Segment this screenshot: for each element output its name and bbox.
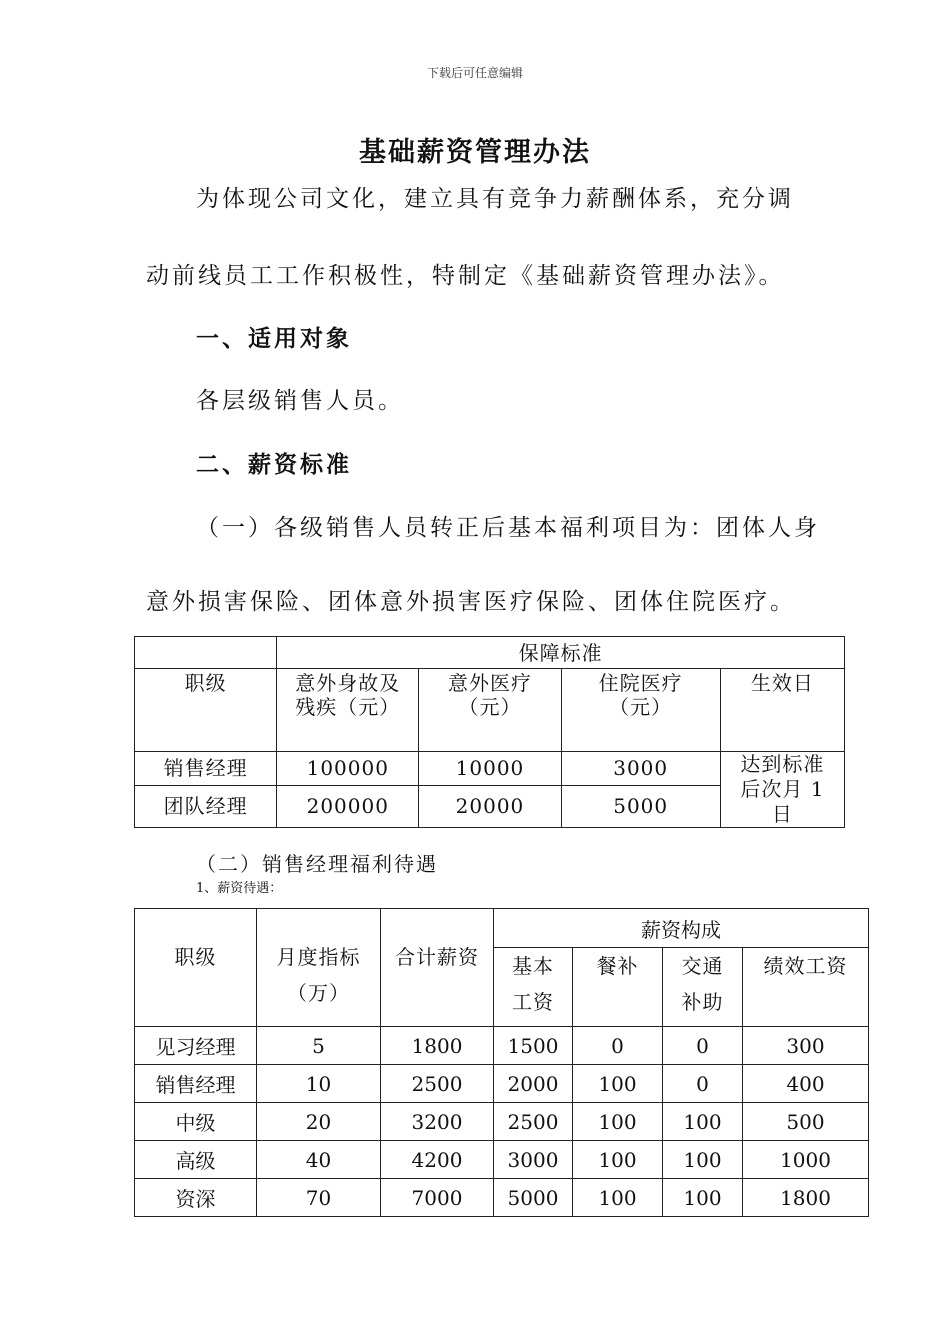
header-note: 下载后可任意编辑 [426,66,523,80]
table2-header-base: 基本 工资 [494,948,573,1027]
table1-header-level: 职级 [135,669,277,752]
table1-header-death: 意外身故及 残疾（元） [277,669,419,752]
subsection2-heading: （二）销售经理福利待遇 [196,852,438,876]
table2-cell-base: 3000 [494,1141,573,1179]
table2-cell-perf: 400 [743,1065,869,1103]
table1-header-effective: 生效日 [720,669,844,752]
table2-header-perf: 绩效工资 [743,948,869,1027]
table1-group-header: 保障标准 [277,637,845,669]
table1-cell-death: 200000 [277,785,419,827]
table1-cell-hospital: 3000 [561,752,720,786]
table2-cell-meal: 100 [573,1065,663,1103]
table2-cell-base: 5000 [494,1179,573,1217]
table2-cell-target: 40 [257,1141,381,1179]
table2-header-level: 职级 [135,909,257,1027]
table2-cell-transport: 100 [663,1141,743,1179]
subsection2-item1: 1、薪资待遇： [196,881,283,896]
salary-table [134,908,869,1217]
table2-header-meal: 餐补 [573,948,663,1027]
table-row [135,1027,869,1065]
table2-cell-level: 销售经理 [135,1065,257,1103]
insurance-table [134,636,845,828]
table2-cell-perf: 300 [743,1027,869,1065]
table1-header-medical: 意外医疗 （元） [419,669,561,752]
table2-cell-total: 4200 [381,1141,494,1179]
table-row [135,1065,869,1103]
table1-cell-hospital: 5000 [561,785,720,827]
table1-cell-medical: 10000 [419,752,561,786]
table-row [135,1141,869,1179]
table2-header-total: 合计薪资 [381,909,494,1027]
section1-body: 各层级销售人员。 [196,388,404,414]
section2-heading: 二、薪资标准 [196,451,352,478]
table2-cell-meal: 100 [573,1141,663,1179]
table1-cell-medical: 20000 [419,785,561,827]
table2-cell-target: 5 [257,1027,381,1065]
table1-cell-effective: 达到标准 后次月 1 日 [720,752,844,828]
table2-cell-level: 资深 [135,1179,257,1217]
subsection1-line-2: 意外损害保险、团体意外损害医疗保险、团体住院医疗。 [146,589,796,615]
table2-cell-total: 2500 [381,1065,494,1103]
table2-cell-meal: 100 [573,1103,663,1141]
table1-cell-death: 100000 [277,752,419,786]
table2-cell-transport: 100 [663,1179,743,1217]
table2-cell-level: 高级 [135,1141,257,1179]
table2-cell-transport: 0 [663,1065,743,1103]
table2-cell-total: 1800 [381,1027,494,1065]
table2-cell-target: 70 [257,1179,381,1217]
table2-cell-base: 1500 [494,1027,573,1065]
table2-cell-base: 2000 [494,1065,573,1103]
table2-cell-meal: 100 [573,1179,663,1217]
table2-cell-perf: 1000 [743,1141,869,1179]
section1-heading: 一、适用对象 [196,325,352,352]
table2-cell-perf: 1800 [743,1179,869,1217]
table2-cell-total: 3200 [381,1103,494,1141]
table1-header-hospital: 住院医疗 （元） [561,669,720,752]
subsection1-line-1: （一）各级销售人员转正后基本福利项目为：团体人身 [196,515,820,541]
table2-cell-meal: 0 [573,1027,663,1065]
table-row [135,752,845,786]
table2-cell-base: 2500 [494,1103,573,1141]
table1-cell-level: 团队经理 [135,785,277,827]
table1-cell-level: 销售经理 [135,752,277,786]
document-title: 基础薪资管理办法 [359,137,591,168]
table2-cell-transport: 0 [663,1027,743,1065]
table2-header-transport: 交通 补助 [663,948,743,1027]
table-row [135,1179,869,1217]
table2-cell-transport: 100 [663,1103,743,1141]
table2-cell-target: 20 [257,1103,381,1141]
intro-line-1: 为体现公司文化，建立具有竞争力薪酬体系，充分调 [196,186,794,212]
table2-header-target: 月度指标 （万） [257,909,381,1027]
table-row [135,1103,869,1141]
table2-cell-target: 10 [257,1065,381,1103]
table2-group-header: 薪资构成 [494,909,869,948]
table2-cell-level: 见习经理 [135,1027,257,1065]
table1-blank-cell [135,637,277,669]
table2-cell-total: 7000 [381,1179,494,1217]
table2-cell-perf: 500 [743,1103,869,1141]
table2-cell-level: 中级 [135,1103,257,1141]
intro-line-2: 动前线员工工作积极性，特制定《基础薪资管理办法》。 [146,263,785,289]
